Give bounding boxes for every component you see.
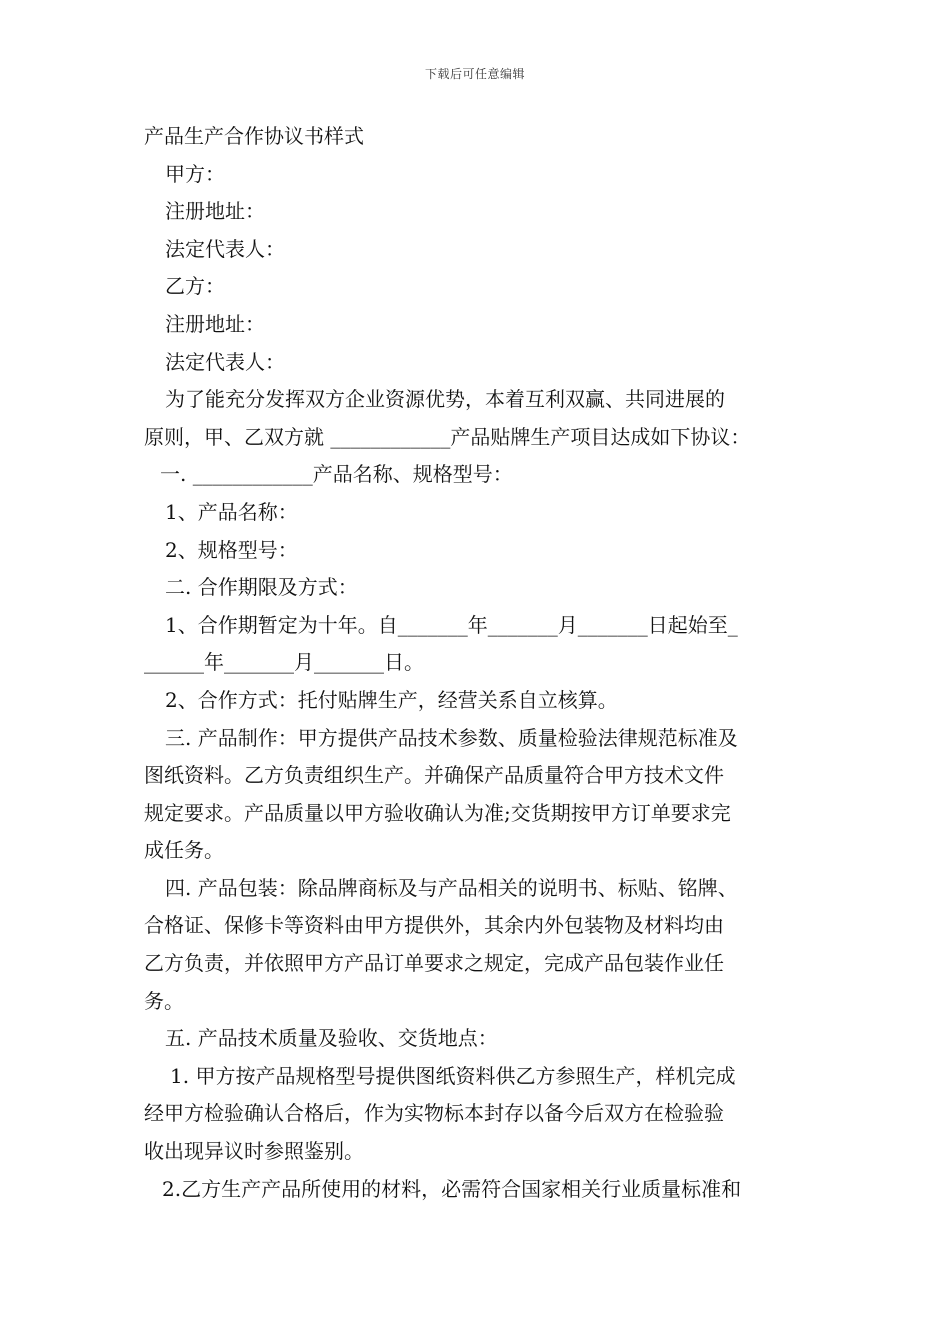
section-2-item-1-line-1: 1、合作期暂定为十年。自_______年_______月_______日起始至_ [165, 612, 738, 637]
section-2-item-2: 2、合作方式：托付贴牌生产，经营关系自立核算。 [165, 687, 618, 712]
section-1-heading: 一. ____________产品名称、规格型号： [160, 462, 513, 487]
section-4-line-2: 合格证、保修卡等资料由甲方提供外，其余内外包装物及材料均由 [144, 913, 724, 938]
section-5-item-1-line-2: 经甲方检验确认合格后，作为实物标本封存以备今后双方在检验验 [144, 1101, 724, 1126]
section-2-item-1-line-2: ______年_______月_______日。 [144, 650, 424, 675]
preamble-line-1: 为了能充分发挥双方企业资源优势，本着互利双赢、共同进展的 [165, 387, 725, 412]
section-4-line-4: 务。 [144, 988, 184, 1013]
section-4-line-3: 乙方负责，并依照甲方产品订单要求之规定，完成产品包装作业任 [144, 951, 724, 976]
party-b-representative: 法定代表人： [165, 349, 285, 374]
document-body [144, 118, 808, 1208]
page-header-note: 下载后可任意编辑 [424, 67, 525, 81]
section-3-line-2: 图纸资料。乙方负责组织生产。并确保产品质量符合甲方技术文件 [144, 763, 724, 788]
section-4-line-1: 四. 产品包装：除品牌商标及与产品相关的说明书、标贴、铭牌、 [165, 875, 738, 900]
party-a-label: 甲方： [165, 161, 225, 186]
section-5-item-2-line-1: 2.乙方生产产品所使用的材料，必需符合国家相关行业质量标准和 [162, 1176, 742, 1201]
section-3-line-1: 三. 产品制作：甲方提供产品技术参数、质量检验法律规范标准及 [165, 725, 738, 750]
section-3-line-3: 规定要求。产品质量以甲方验收确认为准;交货期按甲方订单要求完 [144, 800, 731, 825]
party-a-address: 注册地址： [165, 199, 265, 224]
section-5-heading: 五. 产品技术质量及验收、交货地点： [165, 1026, 498, 1051]
section-5-item-1-line-1: 1. 甲方按产品规格型号提供图纸资料供乙方参照生产，样机完成 [170, 1063, 736, 1088]
party-b-label: 乙方： [165, 274, 225, 299]
party-b-address: 注册地址： [165, 311, 265, 336]
section-1-item-2: 2、规格型号： [165, 537, 298, 562]
section-5-item-1-line-3: 收出现异议时参照鉴别。 [144, 1139, 364, 1164]
party-a-representative: 法定代表人： [165, 236, 285, 261]
section-3-line-4: 成任务。 [144, 838, 224, 863]
preamble-line-2: 原则，甲、乙双方就 ____________产品贴牌生产项目达成如下协议： [144, 424, 751, 449]
document-title: 产品生产合作协议书样式 [144, 124, 364, 148]
section-2-heading: 二. 合作期限及方式： [165, 575, 358, 600]
section-1-item-1: 1、产品名称： [165, 499, 298, 524]
